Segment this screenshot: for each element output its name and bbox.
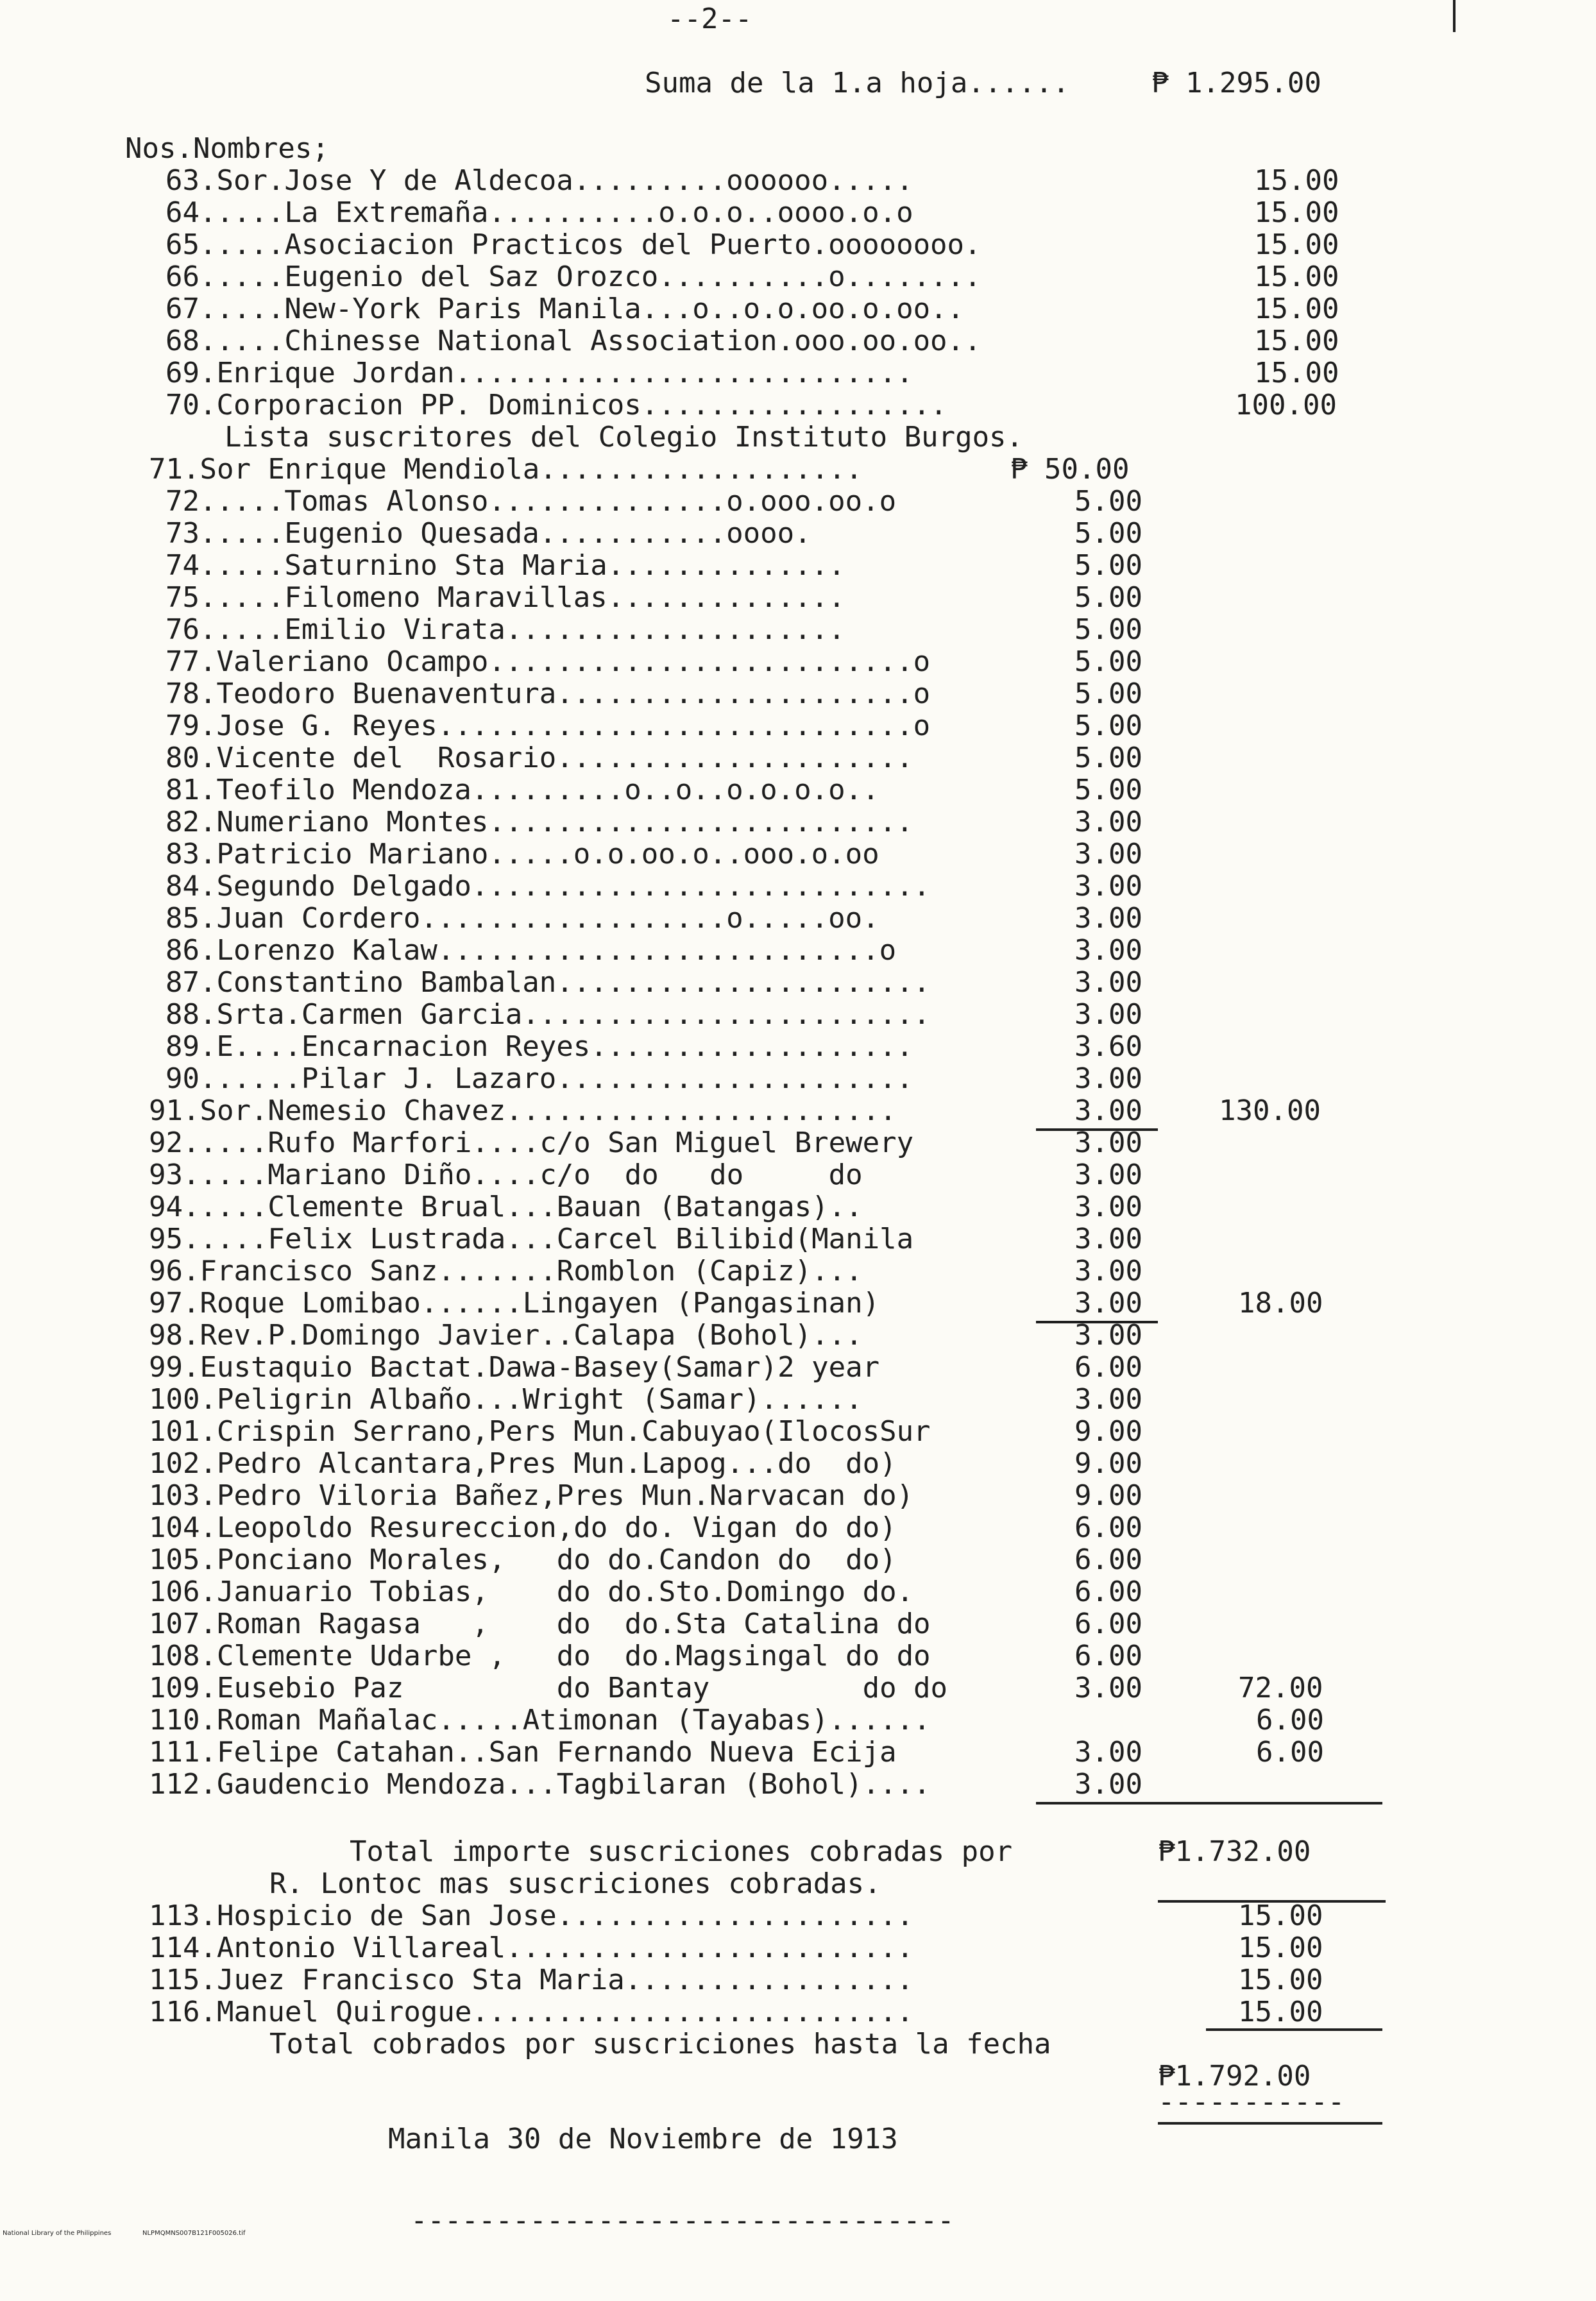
list-item — [0, 1031, 1596, 1063]
entry-text: 100.Peligrin Albaño...Wright (Samar)...... — [149, 1383, 863, 1416]
list-item — [0, 1320, 1596, 1352]
date-text: Manila 30 de Noviembre de 1913 — [388, 2123, 898, 2155]
carry-amount: ₱ 1.295.00 — [1151, 67, 1321, 99]
entry-text: 110.Roman Mañalac.....Atimonan (Tayabas)...... — [149, 1704, 931, 1736]
lontoc-title-line — [0, 1868, 1596, 1900]
entry-amount: 15.00 — [1238, 1899, 1323, 1932]
list-item — [0, 614, 1596, 646]
entry-amount: 5.00 — [1074, 645, 1142, 678]
entry-amount: 3.00 — [1074, 1191, 1142, 1223]
list-item — [0, 1480, 1596, 1512]
entry-amount: 3.00 — [1074, 1736, 1142, 1769]
entry-amount: 3.00 — [1074, 838, 1142, 870]
lontoc-title: R. Lontoc mas suscriciones cobradas. — [269, 1867, 881, 1900]
entry-amount: 6.00 — [1074, 1351, 1142, 1384]
entry-amount: 15.00 — [1254, 228, 1339, 261]
list-item — [0, 229, 1596, 261]
entry-subtotal: 6.00 — [1256, 1736, 1324, 1769]
list-header-line — [0, 133, 1596, 165]
entry-text: 104.Leopoldo Resureccion,do do. Vigan do do) — [149, 1511, 897, 1544]
entry-text: 95.....Felix Lustrada...Carcel Bilibid(Manila — [149, 1223, 914, 1255]
list-item — [0, 935, 1596, 967]
subsection-title-line — [0, 421, 1596, 454]
date-line — [0, 2123, 1596, 2155]
entry-amount: 9.00 — [1074, 1415, 1142, 1448]
entry-text: 91.Sor.Nemesio Chavez....................... — [149, 1094, 897, 1127]
list-item — [0, 1640, 1596, 1672]
carry-line — [0, 67, 1596, 99]
entry-text: 82.Numeriano Montes......................... — [166, 806, 913, 838]
list-item — [0, 870, 1596, 903]
entry-text: 106.Januario Tobias, do do.Sto.Domingo do. — [149, 1575, 914, 1608]
list-item — [0, 1448, 1596, 1480]
list-item — [0, 1416, 1596, 1448]
list-item — [0, 678, 1596, 710]
entry-amount: 3.00 — [1074, 1319, 1142, 1352]
list-item — [0, 357, 1596, 389]
entry-text: 96.Francisco Sanz.......Romblon (Capiz)... — [149, 1255, 863, 1287]
list-item — [0, 1608, 1596, 1640]
carry-label: Suma de la 1.a hoja...... — [645, 67, 1070, 99]
entry-text: 74.....Saturnino Sta Maria.............. — [166, 549, 845, 582]
list-item — [0, 1932, 1596, 1964]
list-item — [0, 1384, 1596, 1416]
total-label: Total cobrados por suscriciones hasta la fecha — [269, 2028, 1051, 2060]
bottom-rule: -------------------------------- — [411, 2204, 955, 2237]
entry-amount: 15.00 — [1238, 1996, 1323, 2028]
entry-text: 79.Jose G. Reyes............................o — [166, 709, 931, 742]
entry-amount: 5.00 — [1074, 517, 1142, 550]
list-item — [0, 1223, 1596, 1255]
list-item — [0, 1512, 1596, 1544]
entry-text: 88.Srta.Carmen Garcia........................ — [166, 998, 931, 1031]
list-item — [0, 518, 1596, 550]
list-item — [0, 903, 1596, 935]
entry-text: 109.Eusebio Paz do Bantay do do — [149, 1672, 948, 1704]
entry-amount: 3.00 — [1074, 1223, 1142, 1255]
entry-text: 114.Antonio Villareal........................ — [149, 1932, 914, 1964]
list-item — [0, 774, 1596, 806]
entry-amount: 15.00 — [1254, 164, 1339, 197]
entry-text: 115.Juez Francisco Sta Maria................. — [149, 1964, 914, 1996]
entry-amount: 3.00 — [1074, 1126, 1142, 1159]
footer-file: NLPMQMNS007B121F005026.tif — [142, 2230, 246, 2237]
entry-amount: 6.00 — [1074, 1608, 1142, 1640]
entry-text: 72.....Tomas Alonso..............o.ooo.oo.o — [166, 485, 897, 518]
list-item — [0, 582, 1596, 614]
total-line — [0, 1836, 1596, 1868]
entry-text: 90......Pilar J. Lazaro..................... — [166, 1062, 913, 1095]
entry-text: 107.Roman Ragasa , do do.Sta Catalina do — [149, 1608, 931, 1640]
total-label: Total importe suscriciones cobradas por — [350, 1835, 1013, 1868]
list-item — [0, 454, 1596, 486]
entry-amount: 3.60 — [1074, 1030, 1142, 1063]
entry-text: 83.Patricio Mariano.....o.o.oo.o..ooo.o.oo — [166, 838, 879, 870]
entry-amount: 3.00 — [1074, 902, 1142, 935]
entry-text: 84.Segundo Delgado........................... — [166, 870, 931, 903]
list-item — [0, 1576, 1596, 1608]
entry-text: 63.Sor.Jose Y de Aldecoa.........oooooo..... — [166, 164, 913, 197]
entry-text: 71.Sor Enrique Mendiola................... — [149, 453, 863, 486]
scan-footer — [3, 2230, 246, 2237]
list-item — [0, 710, 1596, 742]
entry-amount: 5.00 — [1074, 581, 1142, 614]
list-item — [0, 1704, 1596, 1736]
entry-text: 80.Vicente del Rosario..................... — [166, 742, 913, 774]
list-item — [0, 389, 1596, 421]
list-item — [0, 1964, 1596, 1996]
entry-text: 99.Eustaquio Bactat.Dawa-Basey(Samar)2 year — [149, 1351, 880, 1384]
list-item — [0, 1544, 1596, 1576]
entry-text: 64.....La Extremaña..........o.o.o..oooo.o.o — [166, 196, 913, 229]
list-item — [0, 806, 1596, 838]
entry-amount: 100.00 — [1235, 389, 1337, 421]
entry-text: 73.....Eugenio Quesada...........oooo. — [166, 517, 811, 550]
list-item — [0, 1255, 1596, 1287]
entry-amount: 3.00 — [1074, 1062, 1142, 1095]
entry-text: 93.....Mariano Diño....c/o do do do — [149, 1159, 863, 1191]
entry-amount: 5.00 — [1074, 742, 1142, 774]
total-amount: ₱1.732.00 — [1158, 1835, 1311, 1868]
double-rule: ----------- — [1158, 2085, 1345, 2118]
entry-text: 92.....Rufo Marfori....c/o San Miguel Brewery — [149, 1126, 914, 1159]
page-number-line — [0, 3, 1596, 35]
footer-library: National Library of the Philippines — [3, 2230, 112, 2237]
entry-amount: 15.00 — [1254, 293, 1339, 325]
entry-subtotal: 6.00 — [1256, 1704, 1324, 1736]
entry-amount: 3.00 — [1074, 1287, 1142, 1320]
entry-amount: 3.00 — [1074, 1768, 1142, 1801]
list-item — [0, 1996, 1596, 2028]
entry-amount: 3.00 — [1074, 998, 1142, 1031]
list-item — [0, 550, 1596, 582]
entry-amount: 3.00 — [1074, 1255, 1142, 1287]
list-item — [0, 261, 1596, 293]
list-item — [0, 1736, 1596, 1769]
entry-text: 113.Hospicio de San Jose..................... — [149, 1899, 914, 1932]
total-line — [0, 2028, 1596, 2060]
entry-subtotal: 130.00 — [1219, 1094, 1321, 1127]
entry-text: 81.Teofilo Mendoza.........o..o..o.o.o.o.. — [166, 774, 879, 806]
entry-amount: 3.00 — [1074, 1383, 1142, 1416]
entry-amount: 3.00 — [1074, 806, 1142, 838]
entry-amount: 9.00 — [1074, 1447, 1142, 1480]
entry-amount: 3.00 — [1074, 966, 1142, 999]
entry-text: 105.Ponciano Morales, do do.Candon do do) — [149, 1543, 897, 1576]
entry-text: 101.Crispin Serrano,Pers Mun.Cabuyao(IlocosSur — [149, 1415, 931, 1448]
entry-subtotal: 72.00 — [1238, 1672, 1323, 1704]
entry-amount: 15.00 — [1254, 357, 1339, 389]
entry-amount: ₱ 50.00 — [1010, 453, 1130, 486]
entry-amount: 15.00 — [1238, 1964, 1323, 1996]
entry-amount: 6.00 — [1074, 1543, 1142, 1576]
entry-amount: 15.00 — [1254, 260, 1339, 293]
entry-text: 98.Rev.P.Domingo Javier..Calapa (Bohol)... — [149, 1319, 863, 1352]
entry-text: 75.....Filomeno Maravillas.............. — [166, 581, 845, 614]
list-item — [0, 1095, 1596, 1127]
list-item — [0, 1900, 1596, 1932]
entry-text: 65.....Asociacion Practicos del Puerto.oooooooo. — [166, 228, 981, 261]
list-item — [0, 967, 1596, 999]
entry-text: 67.....New-York Paris Manila...o..o.o.oo.o.oo.. — [166, 293, 965, 325]
list-item — [0, 165, 1596, 197]
entry-text: 116.Manuel Quirogue.......................... — [149, 1996, 914, 2028]
entry-text: 108.Clemente Udarbe , do do.Magsingal do do — [149, 1640, 931, 1672]
list-item — [0, 293, 1596, 325]
list-item — [0, 1287, 1596, 1320]
list-item — [0, 1159, 1596, 1191]
entry-amount: 15.00 — [1254, 196, 1339, 229]
entry-text: 94.....Clemente Brual...Bauan (Batangas).. — [149, 1191, 863, 1223]
list-item — [0, 999, 1596, 1031]
entry-text: 86.Lorenzo Kalaw..........................o — [166, 934, 897, 967]
entry-amount: 9.00 — [1074, 1479, 1142, 1512]
entry-amount: 3.00 — [1074, 1159, 1142, 1191]
entry-amount: 5.00 — [1074, 774, 1142, 806]
list-item — [0, 1352, 1596, 1384]
entry-text: 85.Juan Cordero..................o.....oo. — [166, 902, 879, 935]
entry-text: 89.E....Encarnacion Reyes................... — [166, 1030, 913, 1063]
entry-amount: 6.00 — [1074, 1640, 1142, 1672]
entry-text: 102.Pedro Alcantara,Pres Mun.Lapog...do do) — [149, 1447, 897, 1480]
list-header: Nos.Nombres; — [125, 132, 329, 165]
list-item — [0, 838, 1596, 870]
list-item — [0, 197, 1596, 229]
list-item — [0, 1063, 1596, 1095]
entry-amount: 5.00 — [1074, 549, 1142, 582]
entry-text: 66.....Eugenio del Saz Orozco..........o........ — [166, 260, 981, 293]
list-item — [0, 486, 1596, 518]
entry-text: 70.Corporacion PP. Dominicos.................. — [166, 389, 947, 421]
entry-amount: 3.00 — [1074, 1094, 1142, 1127]
entry-text: 76.....Emilio Virata.................... — [166, 613, 845, 646]
list-item — [0, 1127, 1596, 1159]
entry-text: 112.Gaudencio Mendoza...Tagbilaran (Bohol).... — [149, 1768, 931, 1801]
entry-amount: 3.00 — [1074, 934, 1142, 967]
double-rule-line — [0, 2086, 1596, 2118]
entry-amount: 3.00 — [1074, 1672, 1142, 1704]
entry-text: 103.Pedro Viloria Bañez,Pres Mun.Narvacan do) — [149, 1479, 914, 1512]
entry-text: 77.Valeriano Ocampo.........................o — [166, 645, 931, 678]
entry-amount: 5.00 — [1074, 677, 1142, 710]
list-item — [0, 1191, 1596, 1223]
subsection-title: Lista suscritores del Colegio Instituto Burgos. — [225, 421, 1024, 454]
entry-amount: 6.00 — [1074, 1511, 1142, 1544]
list-item — [0, 646, 1596, 678]
entry-amount: 3.00 — [1074, 870, 1142, 903]
entry-amount: 15.00 — [1238, 1932, 1323, 1964]
list-item — [0, 325, 1596, 357]
entry-amount: 5.00 — [1074, 709, 1142, 742]
entry-text: 68.....Chinesse National Association.ooo.oo.oo.. — [166, 325, 981, 357]
entry-text: 111.Felipe Catahan..San Fernando Nueva Ecija — [149, 1736, 897, 1769]
section-total-rule — [1036, 1802, 1382, 1804]
entry-text: 69.Enrique Jordan........................... — [166, 357, 913, 389]
entry-amount: 5.00 — [1074, 613, 1142, 646]
entry-amount: 6.00 — [1074, 1575, 1142, 1608]
entry-subtotal: 18.00 — [1238, 1287, 1323, 1320]
list-item — [0, 1672, 1596, 1704]
list-item — [0, 742, 1596, 774]
grand-total-amount: ₱1.792.00 — [1158, 2060, 1311, 2093]
page-number: --2-- — [667, 3, 752, 35]
entry-text: 78.Teodoro Buenaventura.....................o — [166, 677, 931, 710]
entry-amount: 5.00 — [1074, 485, 1142, 518]
entry-text: 87.Constantino Bambalan...................... — [166, 966, 931, 999]
entry-amount: 15.00 — [1254, 325, 1339, 357]
entry-text: 97.Roque Lomibao......Lingayen (Pangasinan) — [149, 1287, 880, 1320]
list-item — [0, 1769, 1596, 1801]
